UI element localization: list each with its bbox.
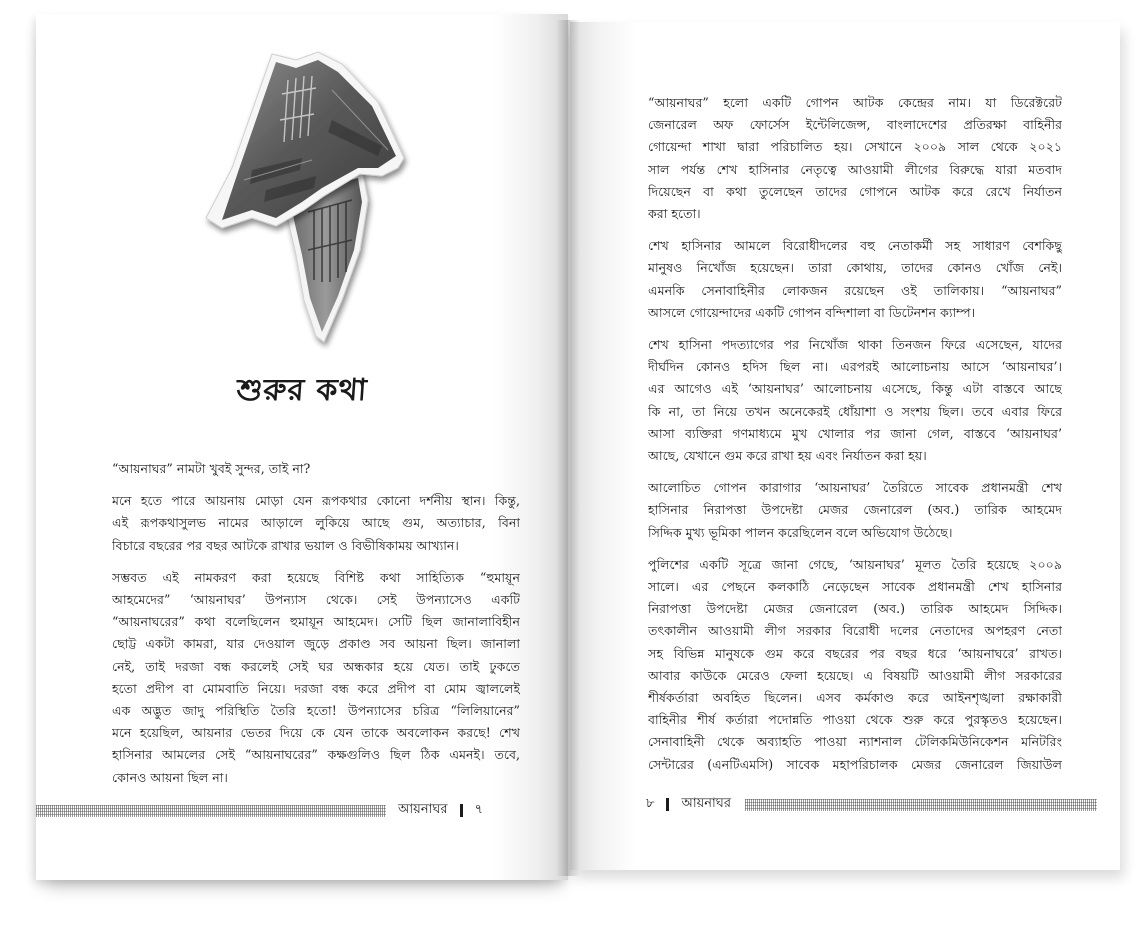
text-line: সেনাবাহিনী থেকে অব্যাহতি পাওয়া ন্যাশনাল টেলিকমিউনিকেশন মনিটরিং bbox=[648, 734, 1062, 750]
text-line: আছে, যেখানে গুম করে রাখা হয় এবং নির্যাতন করা হয়। bbox=[648, 448, 927, 464]
text-line: সালে। এর পেছনে কলকাঠি নেড়েছেন সাবেক প্রধানমন্ত্রী শেখ হাসিনার bbox=[648, 579, 1062, 595]
right-page-footer bbox=[646, 794, 1116, 815]
text-line: “আয়নাঘর” নামটা খুবই সুন্দর, তাই না? bbox=[112, 461, 311, 476]
text-line: নেই, তাই দরজা বন্ধ করলেই সেই ঘর অন্ধকার হয়ে যেত। তাই ঢুকতে bbox=[112, 658, 520, 674]
text-line: মনে হতে পারে আয়নায় মোড়া যেন রূপকথার কোনো দর্শনীয় স্থান। কিন্তু, bbox=[112, 493, 520, 509]
page-number: ৭ bbox=[474, 802, 483, 817]
text-line: বিচারে বছরের পর বছর আটকে রাখার ভয়াল ও বিভীষিকাময় আখ্যান। bbox=[112, 537, 459, 553]
text-line: সহ বিভিন্ন মানুষকে গুম করে বছরের পর বছর ধরে ‘আয়নাঘরে’ রাখত। bbox=[648, 645, 1062, 661]
text-line: আসা ব্যক্তিরা গণমাধ্যমে মুখ খোলার পর জানা গেল, বাস্তবে ‘আয়নাঘর’ bbox=[648, 425, 1062, 441]
text-line: সম্ভবত এই নামকরণ করা হয়েছে বিশিষ্ট কথা সাহিত্যিক “হুমায়ূন bbox=[112, 569, 520, 585]
text-line: এর আগেও এই ‘আয়নাঘর’ আলোচনায় এসেছে, কিন্তু এটা বাস্তবে আছে bbox=[648, 381, 1062, 397]
text-line: এমনকি সেনাবাহিনীর লোকজন রয়েছেন ওই তালিকায়। “আয়নাঘর” bbox=[648, 282, 1062, 298]
text-line: কি না, তা নিয়ে তখন অনেকেরই ধোঁয়াশা ও সংশয় ছিল। তবে এবার ফিরে bbox=[648, 403, 1062, 419]
text-line: করা হতো। bbox=[648, 206, 701, 222]
text-line: দীর্ঘদিন কোনও হদিস ছিল না। এরপরই আলোচনায় আসে ‘আয়নাঘর’। bbox=[648, 359, 1062, 375]
text-line: আবার কাউকে মেরেও ফেলা হয়েছে। এ বিষয়টি আওয়ামী লীগ সরকারের bbox=[648, 667, 1062, 683]
text-line: শেখ হাসিনা পদত্যাগের পর নিখোঁজ থাকা তিনজন ফিরে এসেছেন, যাদের bbox=[648, 337, 1062, 353]
footer-ornament bbox=[36, 805, 386, 817]
paragraph bbox=[112, 458, 520, 480]
text-line: বাহিনীর শীর্ষ কর্তারা পদোন্নতি পাওয়া থেকে শুরু করে পুরস্কৃতও হয়েছেন। bbox=[648, 712, 1062, 728]
text-line: পুলিশের একটি সূত্রে জানা গেছে, ‘আয়নাঘর’ মূলত তৈরি হয়েছে ২০০৯ bbox=[648, 556, 1062, 572]
text-line: শেখ হাসিনার আমলে বিরোধীদলের বহু নেতাকর্মী সহ সাধারণ বেশকিছু bbox=[648, 238, 1062, 254]
left-page-footer bbox=[36, 800, 496, 821]
right-page bbox=[570, 22, 1120, 870]
text-line: ছোট্ট একটা কামরা, যার দেওয়াল জুড়ে প্রকাণ্ড সব আয়না ছিল। জানালা bbox=[112, 636, 520, 652]
text-line: এক অদ্ভুত জাদু পরিস্থিতি তৈরি হতো! উপন্যাসের চরিত্র “লিলিয়ানের” bbox=[112, 703, 520, 719]
running-title: আয়নাঘর bbox=[681, 796, 731, 811]
text-line: হাসিনার নিরাপত্তা উপদেষ্টা মেজর জেনারেল (অব.) তারিক আহমেদ bbox=[648, 502, 1062, 518]
paragraph bbox=[112, 490, 520, 557]
paragraph bbox=[648, 92, 1062, 225]
chapter-title: শুরুর কথা bbox=[235, 373, 369, 408]
left-page-body bbox=[112, 458, 520, 799]
paragraph bbox=[648, 554, 1062, 776]
paragraph bbox=[648, 477, 1062, 544]
text-line: হাসিনার আমলের সেই “আয়নাঘরের” কক্ষগুলিও ছিল ঠিক এমনই। তবে, bbox=[112, 747, 520, 763]
text-line: সিদ্দিক মুখ্য ভূমিকা পালন করেছিলেন বলে অভিযোগ উঠেছে। bbox=[648, 524, 953, 540]
left-page bbox=[36, 14, 568, 880]
text-line: দিয়েছেন বা কথা তুলেছেন তাদের গোপনে আটক করে রেখে নির্যাতন bbox=[648, 183, 1062, 199]
paragraph bbox=[648, 334, 1062, 467]
page-number: ৮ bbox=[646, 796, 655, 811]
text-line: নিরাপত্তা উপদেষ্টা মেজর জেনারেল (অব.) তারিক আহমেদ সিদ্দিক। bbox=[648, 601, 1062, 617]
footer-ornament bbox=[745, 799, 1097, 811]
paragraph bbox=[648, 235, 1062, 324]
text-line: “আয়নাঘরের” কথা বলেছিলেন হুমায়ূন আহমেদ। সেটি ছিল জানালাবিহীন bbox=[112, 614, 520, 630]
text-line: তৎকালীন আওয়ামী লীগ সরকার বিরোধী দলের নেতাদের অপহরণ নেতা bbox=[648, 623, 1062, 639]
text-line: সেন্টারের (এনটিএমসি) সাবেক মহাপরিচালক মেজর জেনারেল জিয়াউল bbox=[648, 756, 1062, 772]
text-line: আলোচিত গোপন কারাগার ‘আয়নাঘর’ তৈরিতে সাবেক প্রধানমন্ত্রী শেখ bbox=[648, 480, 1062, 496]
text-line: কোনও আয়না ছিল না। bbox=[112, 769, 228, 785]
footer-separator bbox=[460, 804, 463, 817]
text-line: আহমেদের” ‘আয়নাঘর’ উপন্যাস থেকে। সেই উপন্যাসেও একটি bbox=[112, 592, 520, 608]
running-title: আয়নাঘর bbox=[398, 802, 448, 817]
right-page-body bbox=[648, 92, 1062, 786]
text-line: শীর্ষকর্তারা অবহিত ছিলেন। এসব কর্মকাণ্ড করে আইনশৃঙ্খলা রক্ষাকারী bbox=[648, 690, 1062, 706]
text-line: জেনারেল অফ ফোর্সেস ইন্টেলিজেন্স, বাংলাদেশের প্রতিরক্ষা বাহিনীর bbox=[648, 117, 1062, 133]
paragraph bbox=[112, 567, 520, 789]
chapter-illustration bbox=[192, 50, 412, 350]
footer-separator bbox=[666, 798, 669, 811]
text-line: সাল পর্যন্ত শেখ হাসিনার নেতৃত্বে আওয়ামী লীগের বিরুদ্ধে যারা মতবাদ bbox=[648, 161, 1062, 177]
text-line: মনে হয়েছিল, আয়নার ভেতর দিয়ে কে যেন তাকে অবলোকন করছে! শেখ bbox=[112, 725, 520, 741]
text-line: আসলে গোয়েন্দাদের একটি গোপন বন্দিশালা বা ডিটেনশন ক্যাম্প। bbox=[648, 304, 976, 320]
text-line: “আয়নাঘর” হলো একটি গোপন আটক কেন্দ্রের নাম। যা ডিরেক্টরেট bbox=[648, 95, 1062, 110]
text-line: গোয়েন্দা শাখা দ্বারা পরিচালিত হয়। সেখানে ২০০৯ সাল থেকে ২০২১ bbox=[648, 139, 1062, 155]
text-line: এই রূপকথাসুলভ নামের আড়ালে লুকিয়ে আছে গুম, অত্যাচার, বিনা bbox=[112, 515, 520, 531]
text-line: মানুষও নিখোঁজ হয়েছেন। তারা কোথায়, তাদের কোনও খোঁজ নেই। bbox=[648, 260, 1062, 276]
text-line: হতো প্রদীপ বা মোমবাতি নিয়ে। দরজা বন্ধ করে প্রদীপ বা মোম জ্বাললেই bbox=[112, 680, 520, 696]
